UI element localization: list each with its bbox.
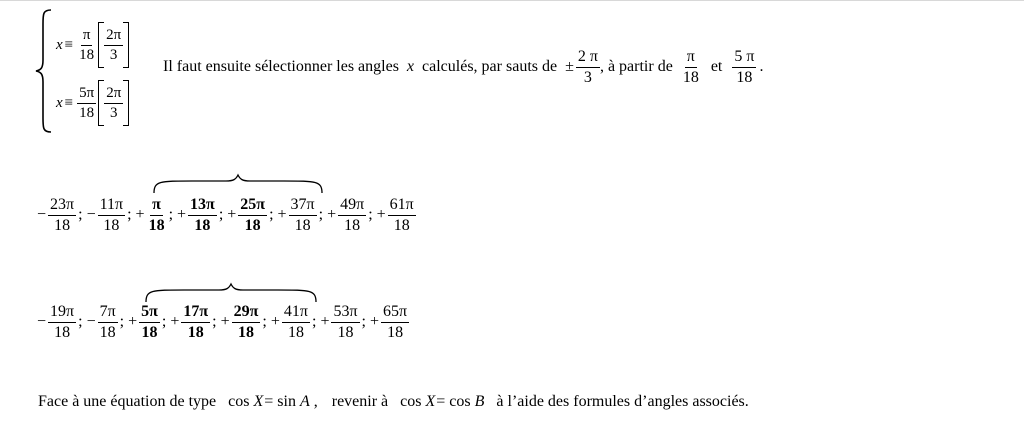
angle-fraction: $\frac{65\pi}{18}$ (383, 303, 408, 341)
right-bracket (123, 22, 129, 68)
angle-fraction: $\frac{23\pi}{18}$ (50, 196, 75, 234)
sign: + (327, 206, 337, 224)
angle-fraction: $\frac{19\pi}{18}$ (50, 303, 75, 341)
left-brace-icon (34, 8, 54, 134)
separator: ; (161, 313, 167, 331)
separator: ; (262, 313, 267, 331)
angle-fraction: $\frac{17\pi}{18}$ (183, 303, 209, 341)
sign: − (86, 313, 96, 331)
overbrace-2-icon (144, 282, 318, 304)
sign: + (170, 313, 180, 331)
top-border (0, 0, 1024, 1)
sign: − (37, 206, 47, 224)
sign: + (320, 313, 330, 331)
right-bracket (123, 80, 129, 126)
angles-series-2 (35, 303, 409, 342)
method-sentence: Face à une équation de type cos X = sin A , revenir à cos X = cos B à l’aide des formules d’angles associés. (38, 393, 749, 410)
sign: + (370, 313, 380, 331)
separator: ; (311, 313, 317, 331)
angle-fraction: $\frac{5\pi}{18}$ (141, 303, 158, 341)
separator: ; (119, 313, 125, 331)
sign: − (86, 206, 96, 224)
separator: ; (212, 313, 217, 331)
var-x: x (56, 36, 63, 53)
period-fraction: $\frac{2\pi}{3}$ (106, 84, 122, 121)
angle-fraction: $\frac{25\pi}{18}$ (240, 196, 266, 234)
angle-fraction: $\frac{\pi}{18}$ (148, 196, 165, 234)
overbrace-1-icon (152, 173, 324, 195)
separator: ; (318, 206, 324, 224)
separator: ; (269, 206, 274, 224)
sign: − (37, 313, 47, 331)
angle-fraction: $\frac{41\pi}{18}$ (283, 303, 308, 341)
congruence-1 (56, 22, 131, 68)
fraction: $\frac{5\pi}{18}$ (79, 84, 95, 121)
period-fraction: $\frac{2\pi}{3}$ (106, 26, 122, 63)
sign: + (177, 206, 187, 224)
sign: + (277, 206, 287, 224)
sign: + (227, 206, 237, 224)
angle-fraction: $\frac{37\pi}{18}$ (290, 196, 315, 234)
separator: ; (78, 313, 83, 331)
separator: ; (78, 206, 83, 224)
separator: ; (361, 313, 366, 331)
angle-fraction: $\frac{11\pi}{18}$ (99, 196, 124, 234)
sign: + (270, 313, 280, 331)
step-fraction: $\frac{2 \pi}{3}$ (577, 48, 598, 86)
var-x: x (56, 94, 63, 111)
sign: + (135, 206, 145, 224)
angle-fraction: $\frac{29\pi}{18}$ (233, 303, 259, 341)
start-fraction-a: $\frac{\pi}{18}$ (682, 48, 699, 86)
angle-fraction: $\frac{49\pi}{18}$ (340, 196, 365, 234)
separator: ; (368, 206, 373, 224)
angles-series-1 (35, 196, 416, 235)
instruction-sentence: Il faut ensuite sélectionner les angles x calculés, par sauts de ± $\frac{2 \pi}{3}$ , à partir de $\frac{\pi}{18}$ et $\frac{5 \pi}{18}$ . (163, 48, 764, 86)
angle-fraction: $\frac{61\pi}{18}$ (389, 196, 414, 234)
separator: ; (218, 206, 224, 224)
equiv-symbol: ≡ (64, 94, 74, 111)
separator: ; (168, 206, 174, 224)
angle-fraction: $\frac{7\pi}{18}$ (99, 303, 116, 341)
sign: + (376, 206, 386, 224)
equiv-symbol: ≡ (64, 36, 74, 53)
sign: + (128, 313, 138, 331)
congruence-2 (56, 80, 131, 126)
angle-fraction: $\frac{13\pi}{18}$ (190, 196, 215, 234)
sign: + (220, 313, 230, 331)
start-fraction-b: $\frac{5 \pi}{18}$ (734, 48, 755, 86)
separator: ; (127, 206, 132, 224)
fraction: $\frac{\pi}{18}$ (79, 26, 95, 63)
angle-fraction: $\frac{53\pi}{18}$ (333, 303, 358, 341)
